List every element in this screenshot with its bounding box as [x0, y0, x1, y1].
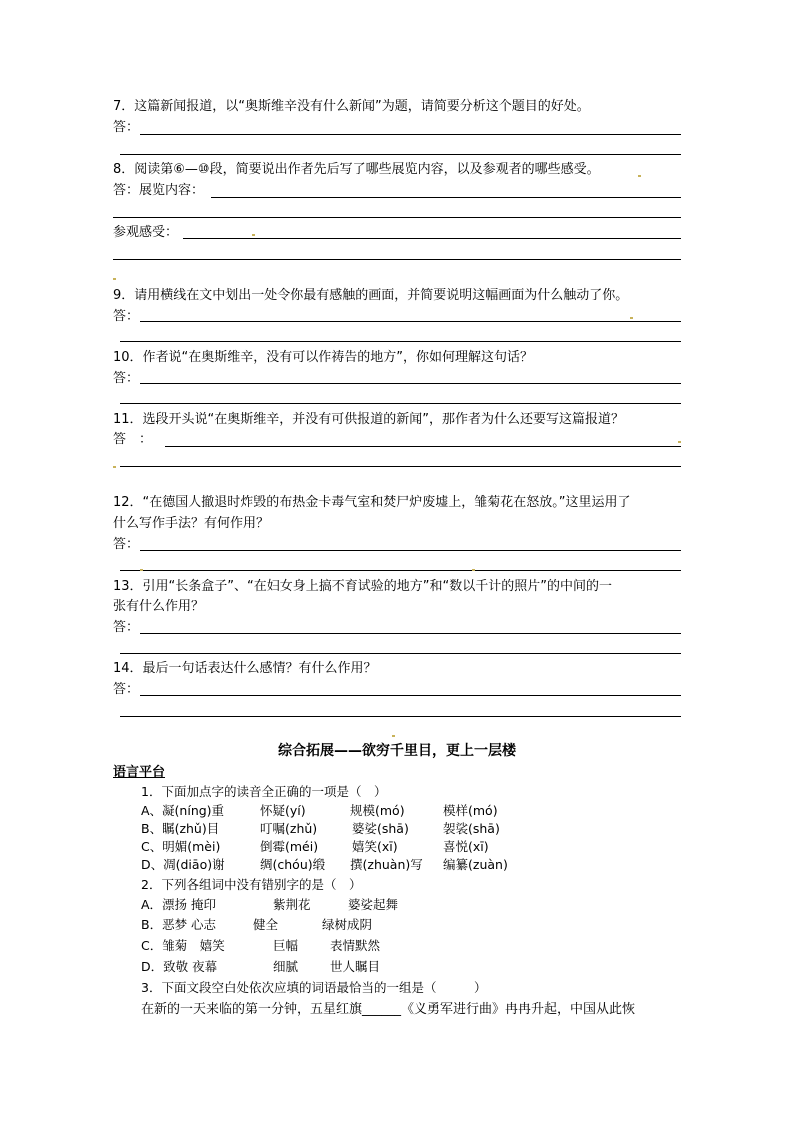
question-12-line-1: 12．“在德国人撤退时炸毁的布热金卡毒气室和焚尸炉废墟上，雏菊花在怒放。”这里运用了: [113, 495, 631, 510]
mc2-option-c-word-3: 表情默然: [330, 938, 381, 953]
mc2-option-c: C．雏菊 嬉笑: [141, 938, 225, 953]
scan-speck: [140, 569, 143, 571]
mc1-option-a-word-2: 怀疑(yí): [260, 803, 306, 818]
mc2-option-c-word-2: 巨幅: [273, 938, 299, 953]
answer-label-14: 答：: [113, 682, 140, 697]
answer-line[interactable]: [113, 259, 681, 260]
mc1-option-b-word-2: 叮嘱(zhǔ): [260, 821, 318, 836]
mc1-option-c-word-4: 喜悦(xī): [443, 839, 489, 854]
answer-line[interactable]: [120, 154, 681, 155]
mc2-option-d-word-2: 细腻: [273, 959, 299, 974]
answer-line[interactable]: [120, 341, 681, 342]
question-9: 9．请用横线在文中划出一处令你最有感触的画面，并简要说明这幅画面为什么触动了你。: [113, 288, 629, 303]
mc1-option-a-word-3: 规模(mó): [350, 803, 405, 818]
answer-line[interactable]: [113, 217, 681, 218]
answer-line[interactable]: [140, 633, 681, 634]
mc2-option-b-word-3: 绿树成阴: [322, 917, 373, 932]
scan-speck: [678, 441, 681, 443]
answer-line[interactable]: [165, 446, 681, 447]
question-13-line-2: 张有什么作用？: [113, 599, 205, 614]
mc1-option-d-word-4: 编纂(zuàn): [443, 857, 508, 872]
mc2-option-d-word-3: 世人瞩目: [330, 959, 381, 974]
mc2-option-d: D．致敬 夜幕: [141, 959, 218, 974]
answer-line[interactable]: [120, 403, 681, 404]
answer-label-13: 答：: [113, 620, 140, 635]
answer-label-7: 答：: [113, 120, 140, 135]
answer-line[interactable]: [140, 321, 681, 322]
mc2-option-a-word-2: 紫荆花: [273, 897, 311, 912]
scan-speck: [252, 234, 255, 236]
answer-line[interactable]: [140, 134, 681, 135]
mc1-option-c: C、明媚(mèi): [141, 839, 221, 854]
mc3-passage: 在新的一天来临的第一分钟，五星红旗______《义勇军进行曲》冉冉升起，中国从此恢: [141, 1002, 636, 1017]
mc2-option-a-word-3: 婆娑起舞: [348, 897, 399, 912]
scan-speck: [472, 569, 475, 571]
answer-line[interactable]: [120, 466, 681, 467]
mc-question-2: 2．下列各组词中没有错别字的是（ ）: [141, 877, 362, 892]
mc1-option-a-word-4: 模样(mó): [443, 803, 498, 818]
answer-line[interactable]: [120, 570, 681, 571]
answer-label-8: 答：展览内容：: [113, 183, 205, 198]
mc2-option-b: B．恶梦 心志: [141, 917, 217, 932]
section-title: 综合拓展——欲穷千里目，更上一层楼: [278, 743, 516, 759]
answer-line[interactable]: [140, 383, 681, 384]
mc1-option-b-word-3: 婆娑(shā): [352, 821, 409, 836]
mc1-option-d-word-3: 撰(zhuàn)写: [350, 857, 423, 872]
scan-speck: [392, 735, 395, 737]
mc1-option-b-word-4: 袈裟(shā): [443, 821, 500, 836]
mc2-option-a: A．漂扬 掩印: [141, 897, 217, 912]
answer-label-12: 答：: [113, 537, 140, 552]
mc1-option-a: A、凝(níng)重: [141, 803, 225, 818]
question-8: 8．阅读第⑥—⑩段，简要说出作者先后写了哪些展览内容，以及参观者的哪些感受。: [113, 162, 600, 177]
mc1-option-c-word-2: 倒霉(méi): [260, 839, 319, 854]
answer-line[interactable]: [140, 695, 681, 696]
question-10: 10．作者说“在奥斯维辛，没有可以作祷告的地方”，你如何理解这句话？: [113, 350, 534, 365]
mc1-option-d: D、凋(diāo)谢: [141, 857, 225, 872]
mc1-option-b: B、瞩(zhǔ)目: [141, 821, 220, 836]
question-14: 14．最后一句话表达什么感情？有什么作用？: [113, 661, 377, 676]
question-11: 11．选段开头说“在奥斯维辛，并没有可供报道的新闻”，那作者为什么还要写这篇报道？: [113, 412, 625, 427]
answer-line[interactable]: [211, 197, 681, 198]
answer-line[interactable]: [120, 716, 681, 717]
mc1-option-d-word-2: 绸(chóu)缎: [260, 857, 326, 872]
scan-speck: [630, 317, 633, 319]
feeling-label: 参观感受：: [113, 225, 179, 240]
mc-question-1: 1．下面加点字的读音全正确的一项是（ ）: [141, 784, 387, 799]
mc2-option-b-word-2: 健全: [253, 917, 279, 932]
question-13-line-1: 13．引用“长条盒子”、“在妇女身上搞不育试验的地方”和“数以千计的照片”的中间的一: [113, 579, 612, 594]
answer-line[interactable]: [140, 550, 681, 551]
scan-speck: [113, 278, 116, 280]
scan-speck: [113, 466, 116, 468]
question-7: 7．这篇新闻报道，以“奥斯维辛没有什么新闻”为题，请简要分析这个题目的好处。: [113, 99, 590, 114]
sub-heading: 语言平台: [113, 765, 166, 780]
answer-line[interactable]: [183, 238, 681, 239]
answer-label-10: 答：: [113, 371, 140, 386]
answer-label-9: 答：: [113, 309, 140, 324]
mc1-option-c-word-3: 嬉笑(xī): [352, 839, 398, 854]
mc-question-3: 3．下面文段空白处依次应填的词语最恰当的一组是（ ）: [141, 980, 487, 995]
answer-line[interactable]: [120, 653, 681, 654]
question-12-line-2: 什么写作手法？有何作用？: [113, 516, 270, 531]
scan-speck: [638, 175, 641, 177]
answer-label-11: 答 ：: [113, 432, 153, 447]
